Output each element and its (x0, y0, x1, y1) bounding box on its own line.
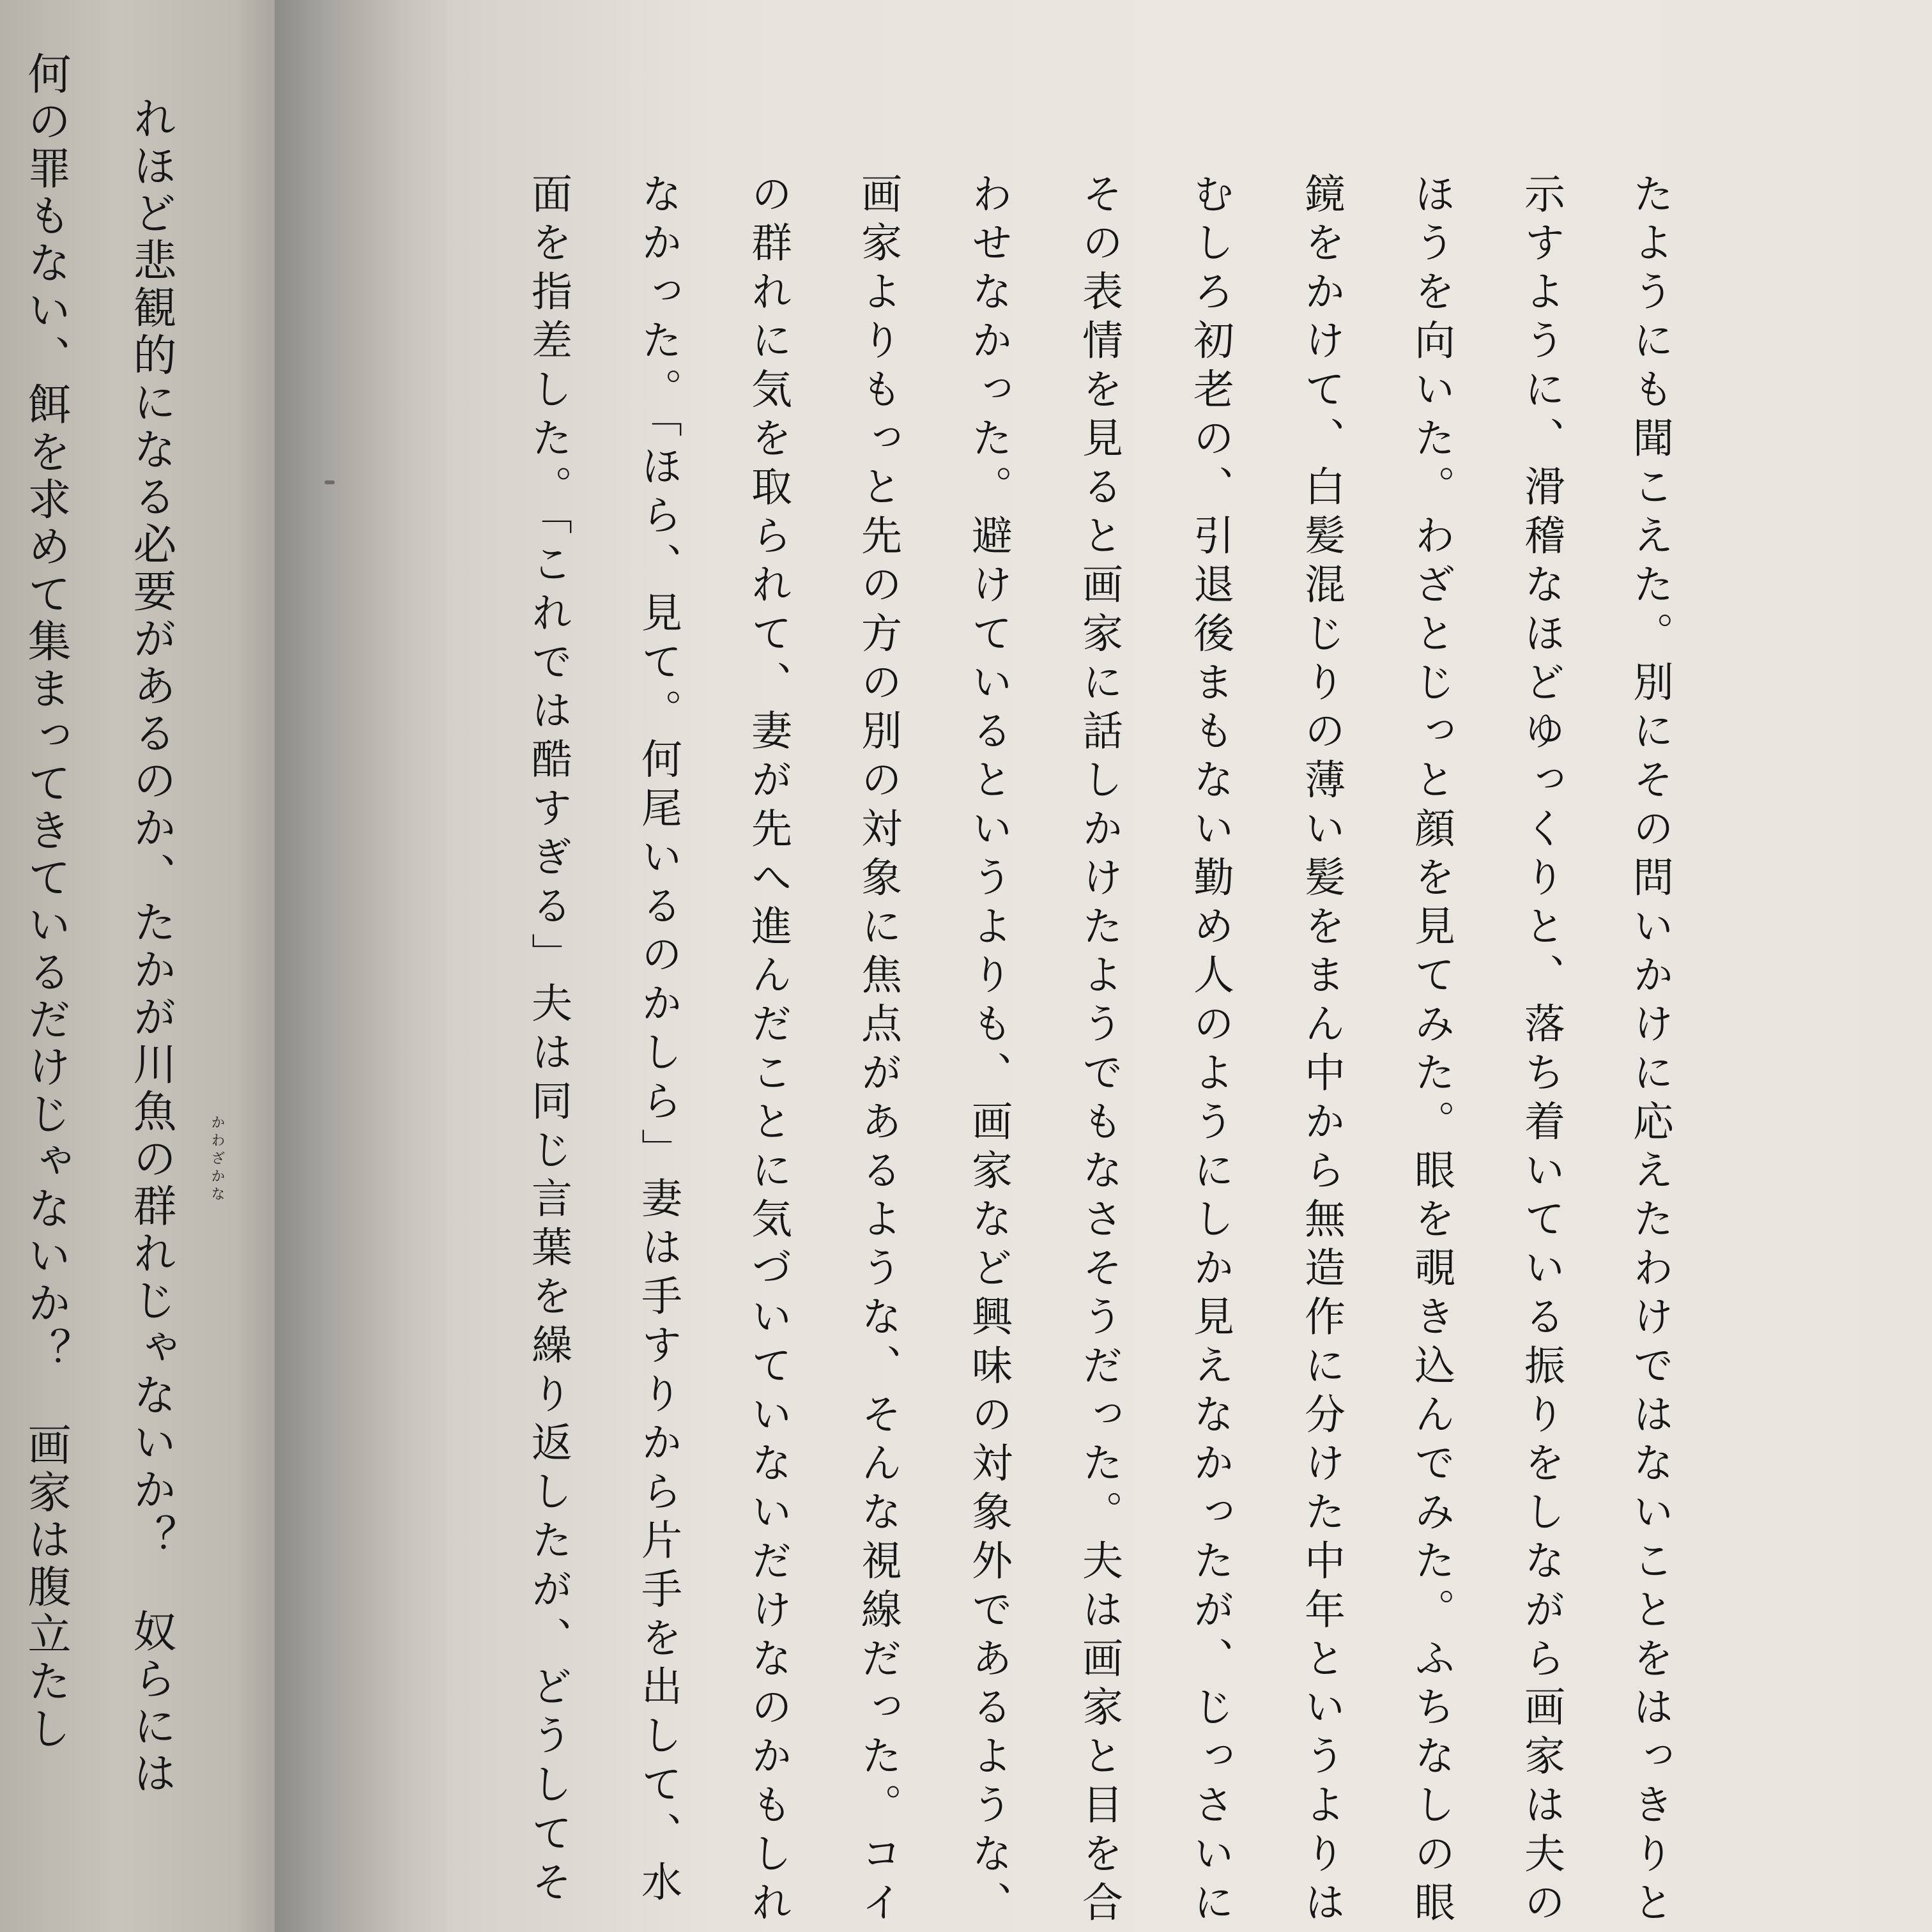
text-column-10: なかった。「ほら、見て。何尾いるのかしら」妻は手すりから片手を出して、水 (634, 172, 682, 1910)
left-text-column-1: れほど悲観的になる必要があるのか、たかが川魚の群れじゃないか？ 奴らには (126, 96, 176, 1798)
text-column-8: 画家よりもっと先の方の別の対象に焦点があるような、そんな視線だった。コイ (854, 172, 901, 1930)
text-column-9: の群れに気を取られて、妻が先へ進んだことに気づいていないだけなのかもしれ (744, 172, 792, 1930)
text-column-2: 示すように、滑稽なほどゆっくりと、落ち着いている振りをしながら画家は夫の (1517, 172, 1565, 1930)
text-column-4: 鏡をかけて、白髪混じりの薄い髪をまん中から無造作に分けた中年というよりは (1298, 172, 1345, 1930)
furigana-kawazakana: かわざかな (209, 1115, 225, 1204)
left-text-column-2: 何の罪もない、餌を求めて集まってきているだけじゃないか？ 画家は腹立たし (20, 51, 71, 1753)
left-page (0, 0, 294, 1932)
text-column-11: 面を指差した。「これでは酷すぎる」夫は同じ言葉を繰り返したが、どうしてそ (525, 172, 572, 1910)
text-column-6: その表情を見ると画家に話しかけたようでもなさそうだった。夫は画家と目を合 (1075, 172, 1123, 1930)
text-column-3: ほうを向いた。わざとじっと顔を見てみた。眼を覗き込んでみた。ふちなしの眼 (1407, 172, 1455, 1930)
text-column-1: たようにも聞こえた。別にその問いかけに応えたわけではないことをはっきりと (1626, 172, 1673, 1930)
text-column-7: わせなかった。避けているというよりも、画家など興味の対象外であるような、 (965, 172, 1012, 1930)
right-page (447, 0, 1932, 1932)
text-column-5: むしろ初老の、引退後まもない勤め人のようにしか見えなかったが、じっさいに (1186, 172, 1234, 1930)
paper-speck (325, 480, 335, 484)
